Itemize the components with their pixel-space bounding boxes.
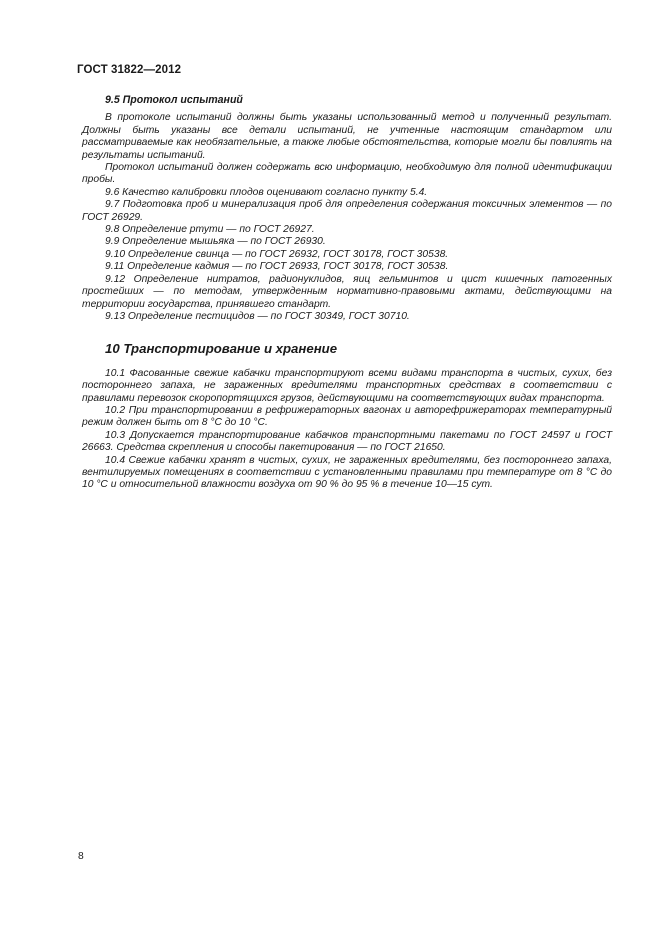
paragraph-10-4: 10.4 Свежие кабачки хранят в чистых, сухих, не зараженных вредителями, без постороннего запаха, вентилируемых помещениях в соответствии с установленными правилами при температуре от 8 °С до 10 °С и относительной влажности воздуха от 90 % до 95 % в течение 10—15 сут. xyxy=(82,454,612,491)
item-9-12: 9.12 Определение нитратов, радионуклидов, яиц гельминтов и цист кишечных патогенных простейших — по методам, утвержденным нормативно-правовыми актами, действующими на территории государства, принявшего стандарт. xyxy=(82,273,612,310)
item-9-10: 9.10 Определение свинца — по ГОСТ 26932, ГОСТ 30178, ГОСТ 30538. xyxy=(105,248,449,260)
item-9-7: 9.7 Подготовка проб и минерализация проб для определения содержания токсичных элементов — по ГОСТ 26929. xyxy=(82,199,612,223)
page-content xyxy=(82,94,612,492)
paragraph-10-3: 10.3 Допускается транспортирование кабачков транспортными пакетами по ГОСТ 24597 и ГОСТ 26663. Средства скрепления и способы пакетирования — по ГОСТ 21650. xyxy=(82,429,612,454)
paragraph-9-5-2: Протокол испытаний должен содержать всю информацию, необходимую для полной идентификации пробы. xyxy=(82,162,612,186)
section-9-5-heading: 9.5 Протокол испытаний xyxy=(105,94,243,106)
document-header: ГОСТ 31822—2012 xyxy=(77,64,182,76)
section-10-heading: 10 Транспортирование и хранение xyxy=(105,341,338,357)
item-9-11: 9.11 Определение кадмия — по ГОСТ 26933, ГОСТ 30178, ГОСТ 30538. xyxy=(105,261,449,273)
item-9-9: 9.9 Определение мышьяка — по ГОСТ 26930. xyxy=(105,236,326,248)
item-9-6: 9.6 Качество калибровки плодов оценивают согласно пункту 5.4. xyxy=(105,186,428,198)
paragraph-10-1: 10.1 Фасованные свежие кабачки транспортируют всеми видами транспорта в чистых, сухих, без постороннего запаха, не зараженных вредителями транспортных средствах в соответствии с правилами перевозок скоропортящихся грузов, действующими на соответствующих видах транспорта. xyxy=(82,367,612,404)
paragraph-10-2: 10.2 При транспортировании в рефрижераторных вагонах и авторефрижераторах температурный режим должен быть от 8 °С до 10 °С. xyxy=(82,404,612,429)
item-9-8: 9.8 Определение ртути — по ГОСТ 26927. xyxy=(105,224,315,236)
item-9-13: 9.13 Определение пестицидов — по ГОСТ 30349, ГОСТ 30710. xyxy=(105,310,410,322)
page-number: 8 xyxy=(78,851,84,862)
paragraph-9-5-1: В протоколе испытаний должны быть указаны использованный метод и полученный результат. Должны быть указаны все детали испытаний, не учтенные настоящим стандартом или рассматриваемые как необязательные, а также любые обстоятельства, которые могли бы повлиять на результаты испытаний. xyxy=(82,112,612,161)
